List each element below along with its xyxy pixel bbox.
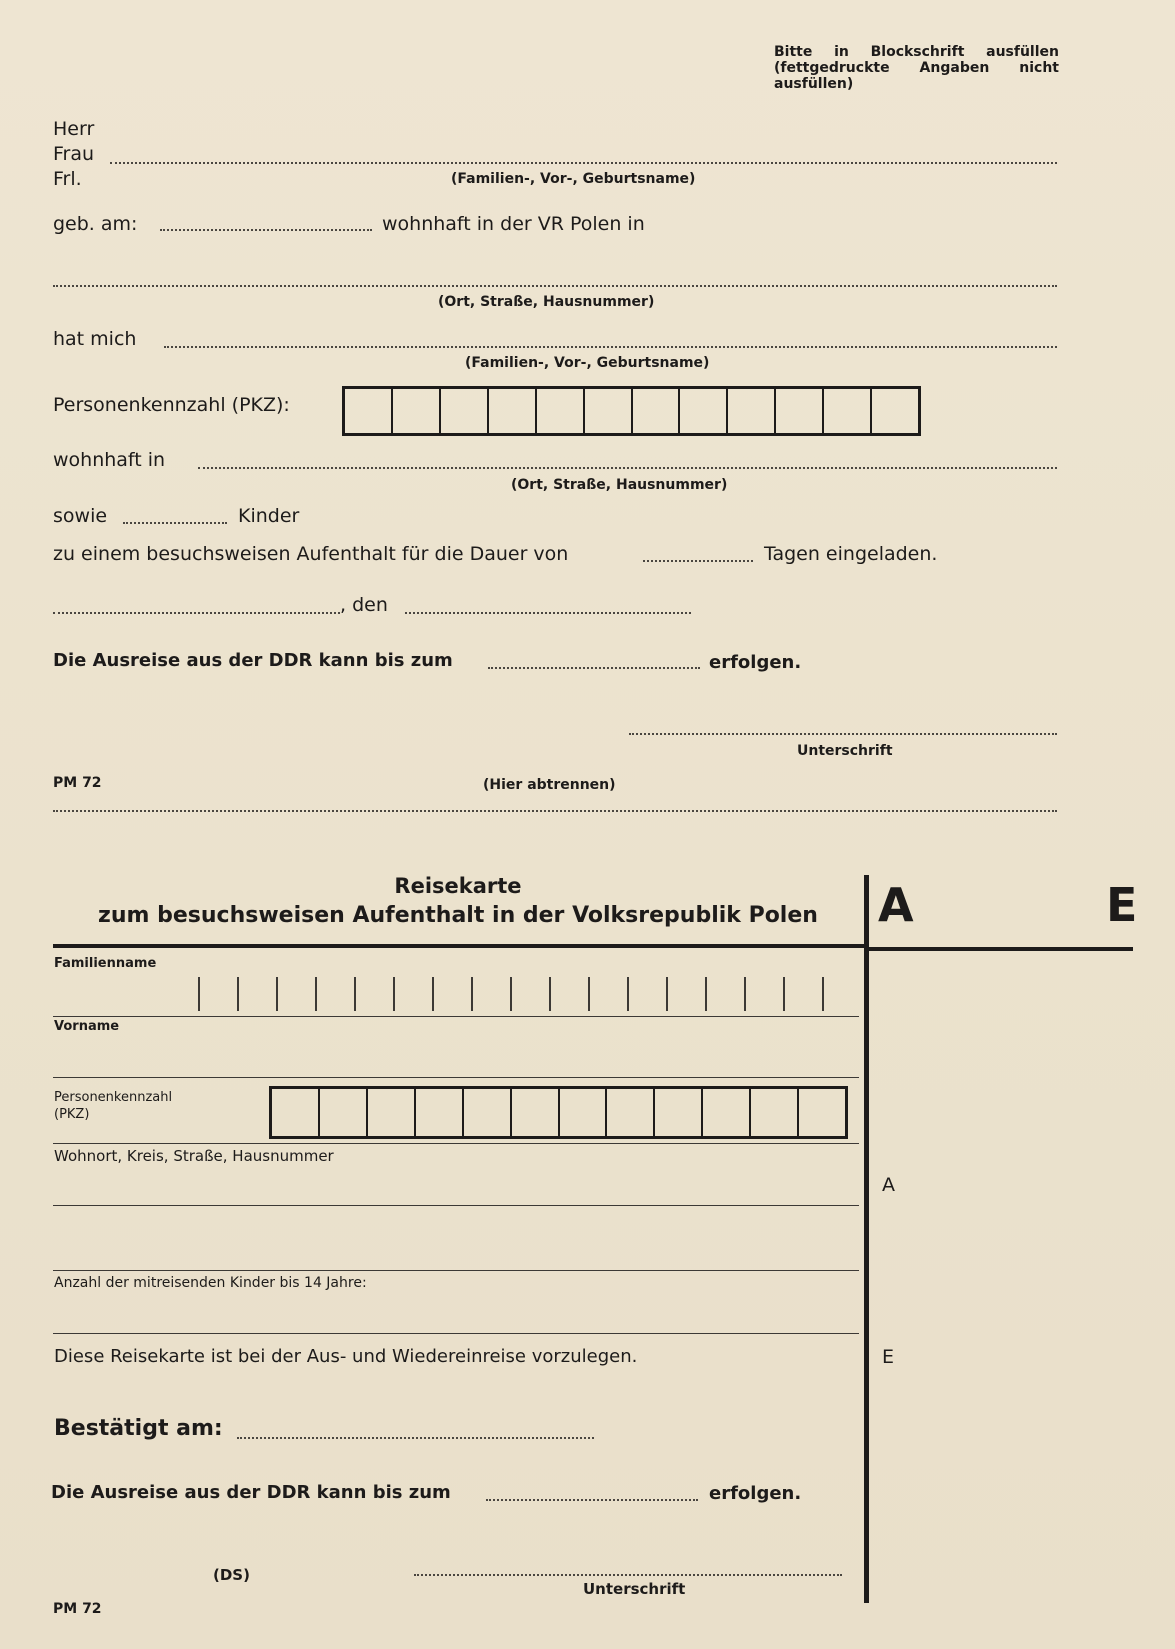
- name-hint: (Familien-, Vor-, Geburtsname): [451, 171, 696, 187]
- instruction-note: [774, 44, 1059, 92]
- confirmed-date-field[interactable]: [237, 1437, 594, 1439]
- instruction-line-2: (fettgedruckte Angaben nicht: [774, 60, 1059, 76]
- exit-date-field[interactable]: [488, 667, 700, 669]
- pkz-digit-box[interactable]: [728, 389, 776, 433]
- surname-letter-tick: [666, 977, 668, 1011]
- pkz-boxes[interactable]: [342, 386, 921, 436]
- detach-label: (Hier abtrennen): [483, 777, 616, 793]
- instruction-line-1: Bitte in Blockschrift ausfüllen: [774, 44, 1059, 60]
- surname-letter-tick: [705, 977, 707, 1011]
- pkz-label: Personenkennzahl (PKZ):: [53, 394, 290, 416]
- card-pkz-digit-box[interactable]: [320, 1089, 368, 1136]
- card-pkz-digit-box[interactable]: [560, 1089, 608, 1136]
- surname-letter-tick: [822, 977, 824, 1011]
- form-code: PM 72: [53, 775, 102, 791]
- resident2-label: wohnhaft in: [53, 449, 166, 471]
- side-label-a: A: [882, 1174, 895, 1196]
- pkz-digit-box[interactable]: [824, 389, 872, 433]
- exit-end: erfolgen.: [709, 652, 802, 673]
- card-children-label: Anzahl der mitreisenden Kinder bis 14 Jahre:: [54, 1275, 367, 1291]
- surname-letter-tick: [744, 977, 746, 1011]
- pkz-digit-box[interactable]: [585, 389, 633, 433]
- card-title-1: Reisekarte: [394, 874, 522, 898]
- place-field[interactable]: [53, 612, 340, 614]
- surname-letter-tick: [471, 977, 473, 1011]
- surname-letter-tick: [354, 977, 356, 1011]
- pkz-digit-box[interactable]: [393, 389, 441, 433]
- resident-label: wohnhaft in der VR Polen in: [382, 213, 645, 235]
- card-signature-field[interactable]: [414, 1574, 842, 1576]
- salutation-frau: Frau: [53, 143, 95, 165]
- card-pkz-digit-box[interactable]: [607, 1089, 655, 1136]
- surname-label: Familienname: [54, 956, 157, 971]
- side-label-e: E: [882, 1346, 895, 1368]
- stamp-label: (DS): [213, 1566, 250, 1584]
- salutation-frl: Frl.: [53, 168, 82, 190]
- confirmed-label: Bestätigt am:: [54, 1416, 223, 1441]
- card-children-field[interactable]: [53, 1333, 859, 1334]
- address-hint: (Ort, Straße, Hausnummer): [438, 294, 655, 310]
- surname-letter-tick: [783, 977, 785, 1011]
- address2-field[interactable]: [198, 467, 1057, 469]
- card-pkz-digit-box[interactable]: [799, 1089, 845, 1136]
- pkz-digit-box[interactable]: [345, 389, 393, 433]
- pkz-digit-box[interactable]: [680, 389, 728, 433]
- card-pkz-label-2: (PKZ): [54, 1107, 90, 1122]
- card-pkz-digit-box[interactable]: [655, 1089, 703, 1136]
- born-label: geb. am:: [53, 213, 138, 235]
- days-text: Tagen eingeladen.: [764, 543, 938, 565]
- card-address-field-1[interactable]: [53, 1205, 859, 1206]
- inviter-name-field[interactable]: [164, 346, 1057, 348]
- address-field[interactable]: [53, 285, 1057, 287]
- card-pkz-boxes[interactable]: [269, 1086, 848, 1139]
- surname-letter-tick: [276, 977, 278, 1011]
- duration-text: zu einem besuchsweisen Aufenthalt für die Dauer von: [53, 543, 569, 565]
- surname-letter-tick: [432, 977, 434, 1011]
- inviter-name-hint: (Familien-, Vor-, Geburtsname): [465, 355, 710, 371]
- address2-hint: (Ort, Straße, Hausnummer): [511, 477, 728, 493]
- surname-field[interactable]: [53, 1016, 859, 1017]
- surname-letter-tick: [237, 977, 239, 1011]
- surname-letter-tick: [393, 977, 395, 1011]
- surname-letter-tick: [549, 977, 551, 1011]
- card-exit-date-field[interactable]: [486, 1499, 698, 1501]
- invited-label: hat mich: [53, 328, 137, 350]
- card-pkz-digit-box[interactable]: [272, 1089, 320, 1136]
- pkz-digit-box[interactable]: [633, 389, 681, 433]
- surname-letter-tick: [627, 977, 629, 1011]
- pkz-digit-box[interactable]: [441, 389, 489, 433]
- card-address-field-2[interactable]: [53, 1270, 859, 1271]
- surname-letter-tick: [198, 977, 200, 1011]
- card-signature-label: Unterschrift: [583, 1580, 686, 1598]
- children-label: Kinder: [238, 505, 300, 527]
- card-pkz-digit-box[interactable]: [416, 1089, 464, 1136]
- firstname-field[interactable]: [53, 1077, 859, 1078]
- card-pkz-digit-box[interactable]: [703, 1089, 751, 1136]
- birthdate-field[interactable]: [160, 229, 372, 231]
- days-field[interactable]: [643, 560, 753, 562]
- surname-letter-tick: [315, 977, 317, 1011]
- place-date-separator: , den: [340, 594, 388, 616]
- card-pkz-digit-box[interactable]: [512, 1089, 560, 1136]
- and-label: sowie: [53, 505, 108, 527]
- card-pkz-digit-box[interactable]: [464, 1089, 512, 1136]
- pkz-digit-box[interactable]: [489, 389, 537, 433]
- card-address-label: Wohnort, Kreis, Straße, Hausnummer: [54, 1147, 334, 1165]
- signature-field[interactable]: [629, 733, 1057, 735]
- pkz-row-line: [53, 1143, 859, 1144]
- surname-letter-tick: [510, 977, 512, 1011]
- detach-line: [53, 810, 1057, 812]
- card-notice: Diese Reisekarte ist bei der Aus- und Wiedereinreise vorzulegen.: [54, 1346, 638, 1367]
- salutation-herr: Herr: [53, 118, 95, 140]
- instruction-line-3: ausfüllen): [774, 76, 854, 92]
- card-header-rule: [53, 944, 864, 948]
- card-header-rule-right: [869, 947, 1133, 951]
- card-exit-text: Die Ausreise aus der DDR kann bis zum: [51, 1482, 451, 1503]
- card-vertical-rule: [864, 875, 869, 1603]
- column-e-header: E: [1106, 878, 1138, 932]
- name-field[interactable]: [110, 162, 1057, 164]
- pkz-digit-box[interactable]: [537, 389, 585, 433]
- card-pkz-label-1: Personenkennzahl: [54, 1090, 173, 1105]
- date-field[interactable]: [405, 612, 691, 614]
- pkz-digit-box[interactable]: [872, 389, 918, 433]
- card-pkz-digit-box[interactable]: [368, 1089, 416, 1136]
- card-form-code: PM 72: [53, 1601, 102, 1617]
- firstname-label: Vorname: [54, 1019, 120, 1034]
- surname-letter-tick: [588, 977, 590, 1011]
- column-a-header: A: [878, 878, 914, 932]
- card-pkz-digit-box[interactable]: [751, 1089, 799, 1136]
- card-title-2: zum besuchsweisen Aufenthalt in der Volksrepublik Polen: [98, 903, 818, 928]
- children-count-field[interactable]: [123, 522, 227, 524]
- signature-label: Unterschrift: [797, 743, 893, 759]
- pkz-digit-box[interactable]: [776, 389, 824, 433]
- exit-text: Die Ausreise aus der DDR kann bis zum: [53, 650, 453, 671]
- card-exit-end: erfolgen.: [709, 1483, 802, 1504]
